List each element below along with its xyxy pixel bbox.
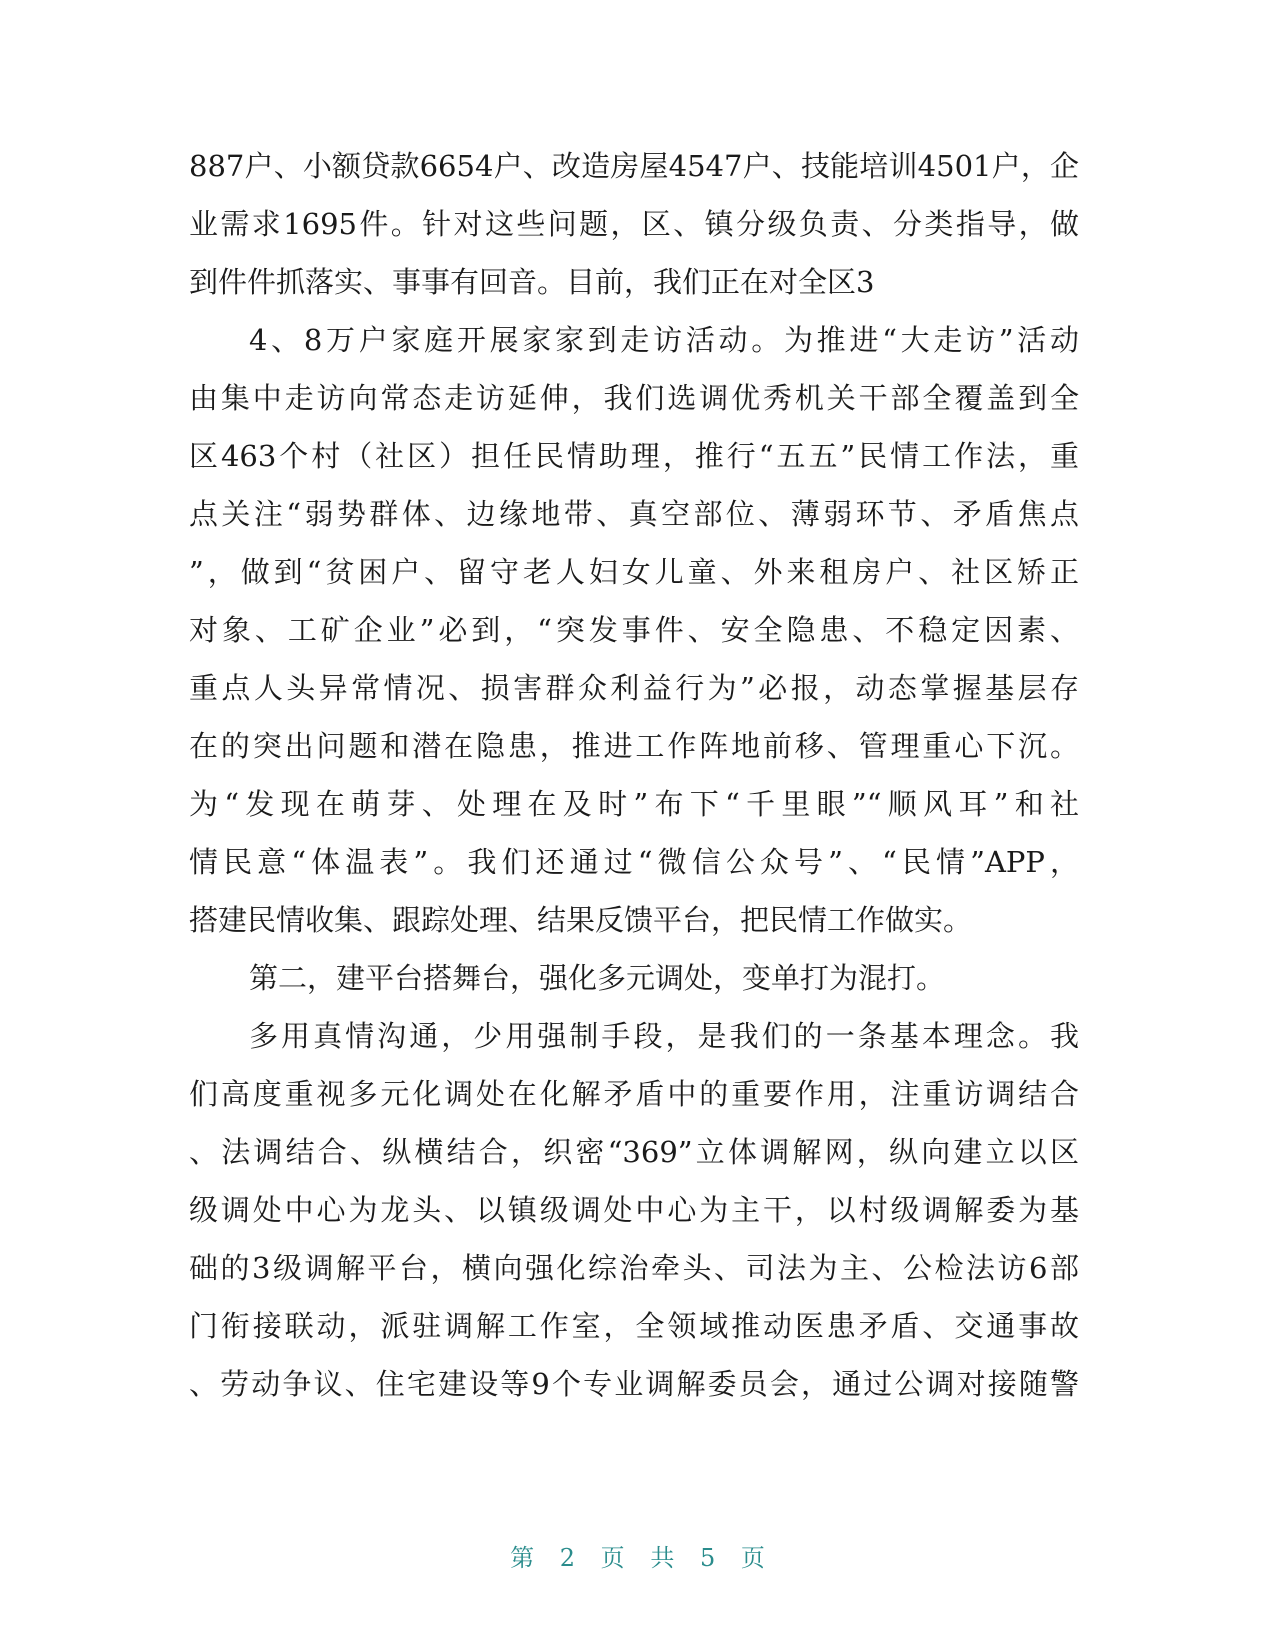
body-text-line: 重点人头异常情况、损害群众利益行为”必报，动态掌握基层存 — [189, 671, 1079, 705]
body-text-line: 们高度重视多元化调处在化解矛盾中的重要作用，注重访调结合 — [189, 1077, 1079, 1111]
body-text-line: 887户、小额贷款6654户、改造房屋4547户、技能培训4501户，企 — [189, 149, 1079, 183]
body-text-line: 对象、工矿企业”必到，“突发事件、安全隐患、不稳定因素、 — [189, 613, 1079, 647]
body-text-line: 搭建民情收集、跟踪处理、结果反馈平台，把民情工作做实。 — [189, 903, 973, 937]
body-text-line: 情民意“体温表”。我们还通过“微信公众号”、“民情”APP， — [189, 845, 1079, 879]
footer-suffix: 页 — [740, 1544, 765, 1572]
body-text-line: 业需求1695件。针对这些问题，区、镇分级负责、分类指导，做 — [189, 207, 1079, 241]
body-text-line: 在的突出问题和潜在隐患，推进工作阵地前移、管理重心下沉。 — [189, 729, 1079, 763]
body-text-line: 级调处中心为龙头、以镇级调处中心为主干，以村级调解委为基 — [189, 1193, 1079, 1227]
body-text-line: 、法调结合、纵横结合，织密“369”立体调解网，纵向建立以区 — [189, 1135, 1079, 1169]
page-footer — [0, 1542, 1275, 1574]
footer-total-word: 共 — [650, 1544, 675, 1572]
body-text-line: 门衔接联动，派驻调解工作室，全领域推动医患矛盾、交通事故 — [189, 1309, 1079, 1343]
total-pages-number: 5 — [699, 1544, 716, 1572]
footer-page-word: 页 — [600, 1544, 625, 1572]
section-heading: 第二，建平台搭舞台，强化多元调处，变单打为混打。 — [249, 961, 946, 995]
current-page-number: 2 — [559, 1544, 576, 1572]
body-text-line: 4、8万户家庭开展家家到走访活动。为推进“大走访”活动 — [249, 323, 1079, 357]
footer-prefix: 第 — [510, 1544, 535, 1572]
body-text-line: 础的3级调解平台，横向强化综治牵头、司法为主、公检法访6部 — [189, 1251, 1079, 1285]
body-text-line: 由集中走访向常态走访延伸，我们选调优秀机关干部全覆盖到全 — [189, 381, 1079, 415]
body-text-line: 多用真情沟通，少用强制手段，是我们的一条基本理念。我 — [249, 1019, 1079, 1053]
body-text-line: 到件件抓落实、事事有回音。目前，我们正在对全区3 — [189, 265, 875, 299]
body-text-line: ”，做到“贫困户、留守老人妇女儿童、外来租房户、社区矫正 — [189, 555, 1079, 589]
body-text-line: 为“发现在萌芽、处理在及时”布下“千里眼”“顺风耳”和社 — [189, 787, 1079, 821]
body-text-line: 区463个村（社区）担任民情助理，推行“五五”民情工作法，重 — [189, 439, 1079, 473]
body-text-line: 、劳动争议、住宅建设等9个专业调解委员会，通过公调对接随警 — [189, 1367, 1079, 1401]
body-text-line: 点关注“弱势群体、边缘地带、真空部位、薄弱环节、矛盾焦点 — [189, 497, 1079, 531]
